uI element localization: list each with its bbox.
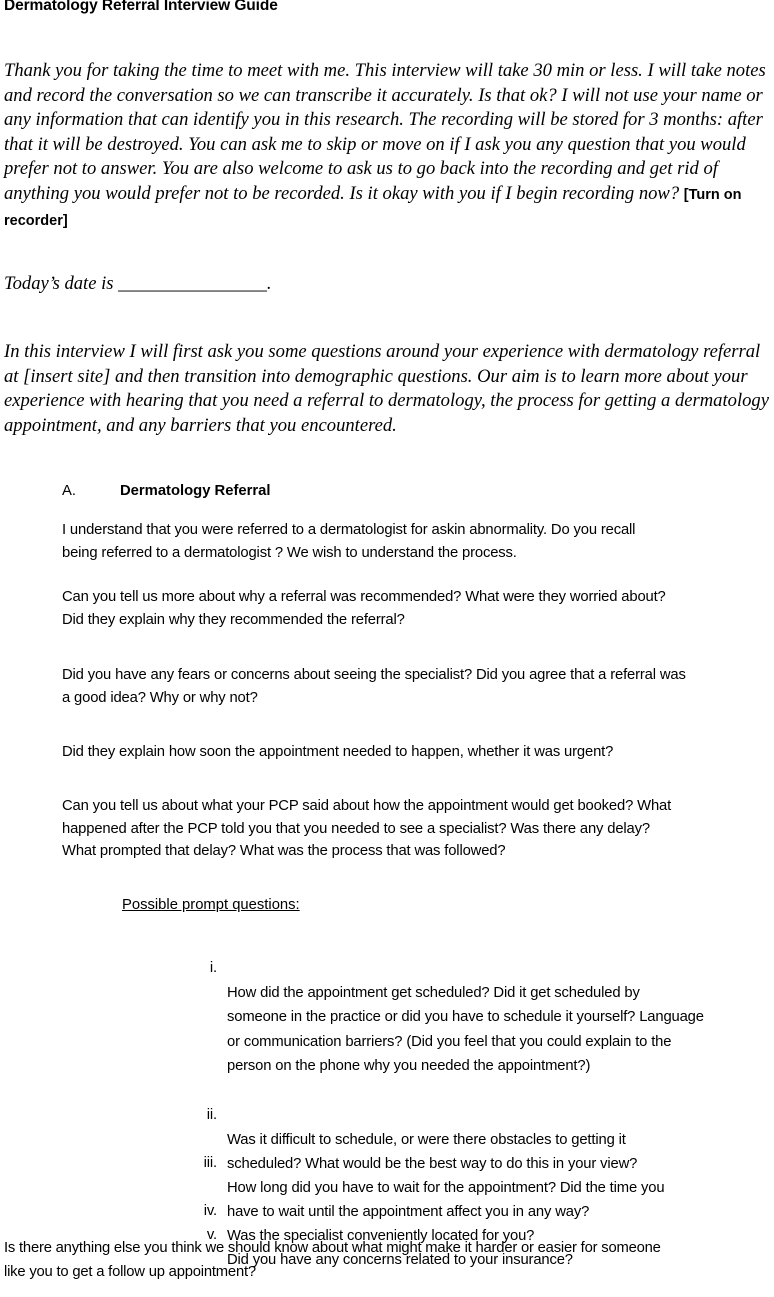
date-line: Today’s date is ________________. <box>4 273 272 294</box>
prompt-text: Was the specialist conveniently located for you? <box>227 1227 535 1244</box>
prompt-text: Was it difficult to schedule, or were there obstacles to getting it scheduled? What would be the best way to do this in your view? <box>227 1131 638 1173</box>
prompt-heading: Possible prompt questions: <box>122 897 300 913</box>
section-title: Dermatology Referral <box>120 483 271 499</box>
prompt-item-1 <box>209 932 774 1103</box>
prompt-number: iii. <box>203 1155 217 1172</box>
closing-question: Is there anything else you think we should know about what might make it harder or easier for someone like you to get a follow up appointment? <box>4 1240 661 1280</box>
intro-text: Thank you for taking the time to meet with me. This interview will take 30 min or less. I will take notes and record the conversation so we can transcribe it accurately. Is that ok? I will not use your name or any information that can identify you in this research. The recording will be stored for 3 months: after that it will be destroyed. You can ask me to skip or move on if I ask you any question that you would prefer not to answer. You are also welcome to ask us to go back into the recording and get rid of anything you would prefer not to be recorded. Is it okay with you if I begin recording now? <box>4 60 766 204</box>
prompt-text: How long did you have to wait for the appointment? Did the time you have to wait until the appointment affect you in any way? <box>227 1179 665 1221</box>
overview-paragraph: In this interview I will first ask you some questions around your experience with dermatology referral at [insert site] and then transition into demographic questions. Our aim is to learn more about your experience with hearing that you need a referral to dermatology, the process for getting a dermatology appointment, and any barriers that you encountered. <box>4 341 769 436</box>
document-title: Dermatology Referral Interview Guide <box>4 0 278 14</box>
section-letter: A. <box>62 483 76 499</box>
prompt-text: How did the appointment get scheduled? Did it get scheduled by someone in the practice or did you have to schedule it yourself? Language or communication barriers? (Did you feel that you could explain to the person on the phone why you needed the appointment?) <box>227 984 704 1075</box>
question-1: I understand that you were referred to a dermatologist for askin abnormality. Do you recall being referred to a dermatologist ? We wish to understand the process. <box>62 522 636 561</box>
prompt-number: iv. <box>203 1203 217 1220</box>
prompt-number: i. <box>209 960 217 977</box>
question-3: Did you have any fears or concerns about seeing the specialist? Did you agree that a referral was a good idea? Why or why not? <box>62 667 686 706</box>
section-heading <box>62 483 270 499</box>
prompt-number: ii. <box>206 1107 217 1124</box>
intro-action: [Turn on recorder] <box>4 186 742 229</box>
question-5: Can you tell us about what your PCP said about how the appointment would get booked? What happened after the PCP told you that you needed to see a specialist? Was there any delay? What prompted that delay? What was the process that was followed? <box>62 798 672 860</box>
question-4: Did they explain how soon the appointment needed to happen, whether it was urgent? <box>62 744 614 760</box>
intro-paragraph <box>4 59 770 233</box>
question-2: Can you tell us more about why a referral was recommended? What were they worried about? Did they explain why they recommended the referral? <box>62 589 666 628</box>
prompt-number: v. <box>206 1227 217 1244</box>
prompt-text: Did you have any concerns related to your insurance? <box>227 1251 573 1268</box>
